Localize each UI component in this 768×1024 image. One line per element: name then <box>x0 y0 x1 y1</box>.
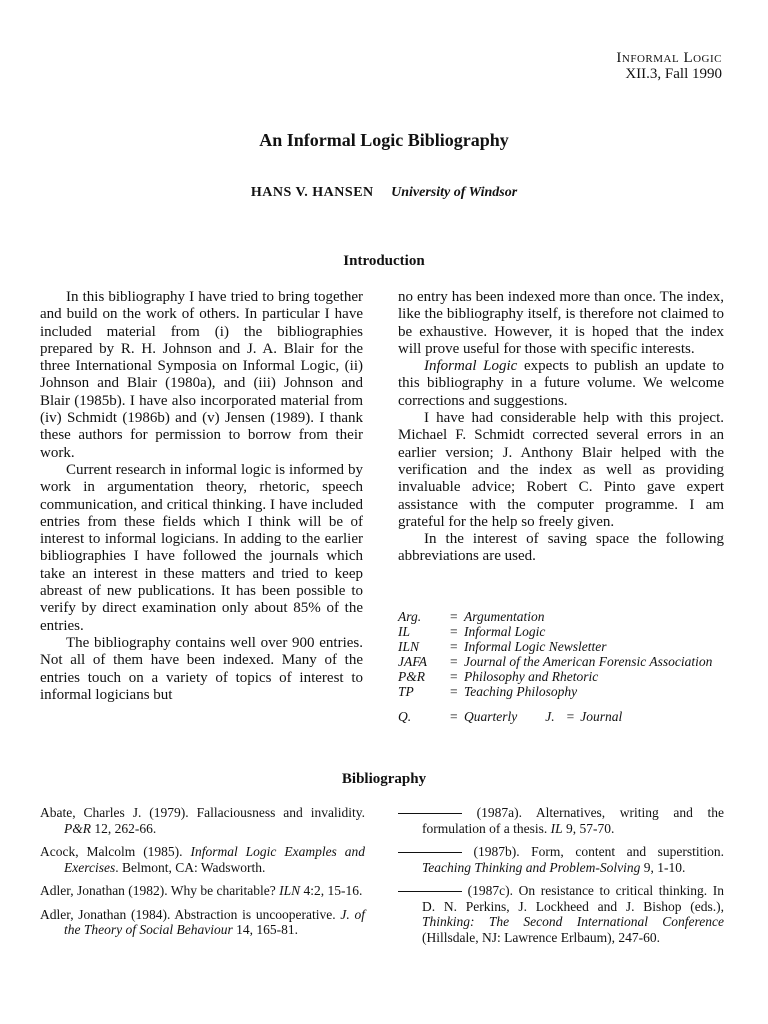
bibliography-entry: (1987a). Alternatives, writing and the formulation of a thesis. IL 9, 57-70. <box>398 805 724 836</box>
author-name: HANS V. HANSEN <box>250 185 374 200</box>
article-title: An Informal Logic Bibliography <box>259 130 509 150</box>
intro-left-column <box>40 289 363 704</box>
abbreviation-key: IL <box>398 624 411 639</box>
journal-name: Informal Logic <box>616 50 722 66</box>
bibliography-left-column <box>40 805 365 946</box>
abbreviation-value: Informal Logic Newsletter <box>464 639 607 654</box>
intro-paragraph: In this bibliography I have tried to bring together and build on the work of others. In particular I have included material from (i) the bibliographies prepared by R. H. Johnson and J. A. Blair for the three International Symposia on Informal Logic, (ii) Johnson and Blair (1980a), and (iii) Johnson and Blair (1985b). I have also incorporated material from (iv) Schmidt (1986b) and (v) Jensen (1989). I thank these authors for permission to borrow from their work. <box>40 289 363 461</box>
abbreviation-key: TP <box>398 684 414 699</box>
bibliography-entry: (1987c). On resistance to critical thinking. In D. N. Perkins, J. Lockheed and J. Bishop (eds.), Thinking: The Second International Conference (Hillsdale, NJ: Lawrence Erlbaum), 247-60. <box>398 883 724 945</box>
bibliography-heading: Bibliography <box>341 771 427 787</box>
journal-header <box>616 50 722 82</box>
abbreviation-list <box>398 609 728 724</box>
abbreviation-key: ILN <box>398 639 420 654</box>
intro-paragraph: In the interest of saving space the following abbreviations are used. <box>398 531 724 565</box>
abbreviation-row: IL = Informal Logic <box>398 624 712 639</box>
abbreviation-value: Journal of the American Forensic Association <box>464 654 713 669</box>
abbreviation-value: Quarterly J. = Journal <box>464 709 623 724</box>
abbreviation-key: P&R <box>398 669 425 684</box>
bibliography-entry: (1987b). Form, content and superstition. Teaching Thinking and Problem-Solving 9, 1-10. <box>398 844 724 875</box>
abbreviation-key: JAFA <box>398 654 427 669</box>
intro-paragraph-text: expects to publish an update to this bibliography in a future volume. We welcome corrections and suggestions. <box>398 358 724 409</box>
abbreviation-row: P&R = Philosophy and Rhetoric <box>398 669 712 684</box>
abbreviation-key: J. <box>545 709 555 724</box>
abbreviation-value: Teaching Philosophy <box>464 684 578 699</box>
journal-title-ref: Informal Logic <box>424 358 518 375</box>
abbreviation-value: Argumentation <box>464 609 545 624</box>
intro-paragraph <box>398 358 724 410</box>
abbreviation-row: ILN = Informal Logic Newsletter <box>398 639 712 654</box>
ditto-rule <box>398 813 462 814</box>
bibliography-right-column <box>398 805 724 953</box>
introduction-heading: Introduction <box>343 253 425 269</box>
intro-right-column <box>398 289 724 566</box>
author-affiliation: University of Windsor <box>391 185 518 200</box>
intro-paragraph: Current research in informal logic is informed by work in argumentation theory, rhetoric, speech communication, and critical thinking. I have included entries from these fields which I think will be of interest to informal logicians. In adding to the earlier bibliographies I have followed the journals which take an interest in these matters and tried to keep abreast of new publications. It has been possible to verify by direct examination only about 85% of the entries. <box>40 461 363 634</box>
intro-paragraph: no entry has been indexed more than once. The index, like the bibliography itself, is therefore not claimed to be exhaustive. However, it is hoped that the index will prove useful for those with specific interests. <box>398 289 724 357</box>
bibliography-entry: Acock, Malcolm (1985). Informal Logic Examples and Exercises. Belmont, CA: Wadsworth. <box>40 844 365 875</box>
abbreviation-row: Q. = Quarterly J. = Journal <box>398 699 712 724</box>
abbreviation-value: Journal <box>580 709 623 724</box>
bibliography-entry: Adler, Jonathan (1982). Why be charitable? ILN 4:2, 15-16. <box>40 883 363 898</box>
abbreviation-key: Arg. <box>398 609 422 624</box>
abbreviation-row: TP = Teaching Philosophy <box>398 684 712 699</box>
ditto-rule <box>398 891 462 892</box>
abbreviation-row: Arg. = Argumentation <box>398 609 712 624</box>
abbreviation-key: Q. <box>398 709 412 724</box>
bibliography-entry: Adler, Jonathan (1984). Abstraction is uncooperative. J. of the Theory of Social Behaviour 14, 165-81. <box>40 906 365 937</box>
intro-paragraph: The bibliography contains well over 900 entries. Not all of them have been indexed. Many of the entries touch on a variety of topics of interest to informal logicians but <box>40 634 363 703</box>
byline <box>0 185 768 201</box>
intro-paragraph: I have had considerable help with this project. Michael F. Schmidt corrected several errors in an earlier version; J. Anthony Blair helped with the verification and the index as well as providing invaluable advice; Robert C. Pinto gave expert assistance with the computer programme. I am grateful for the help so freely given. <box>398 410 724 530</box>
abbreviation-value: Informal Logic <box>464 624 546 639</box>
abbreviation-row: JAFA = Journal of the American Forensic Association <box>398 654 713 669</box>
ditto-rule <box>398 852 462 853</box>
bibliography-entry: Abate, Charles J. (1979). Fallaciousness and invalidity. P&R 12, 262-66. <box>40 805 365 836</box>
abbreviation-value: Philosophy and Rhetoric <box>464 669 599 684</box>
journal-issue: XII.3, Fall 1990 <box>625 66 722 82</box>
